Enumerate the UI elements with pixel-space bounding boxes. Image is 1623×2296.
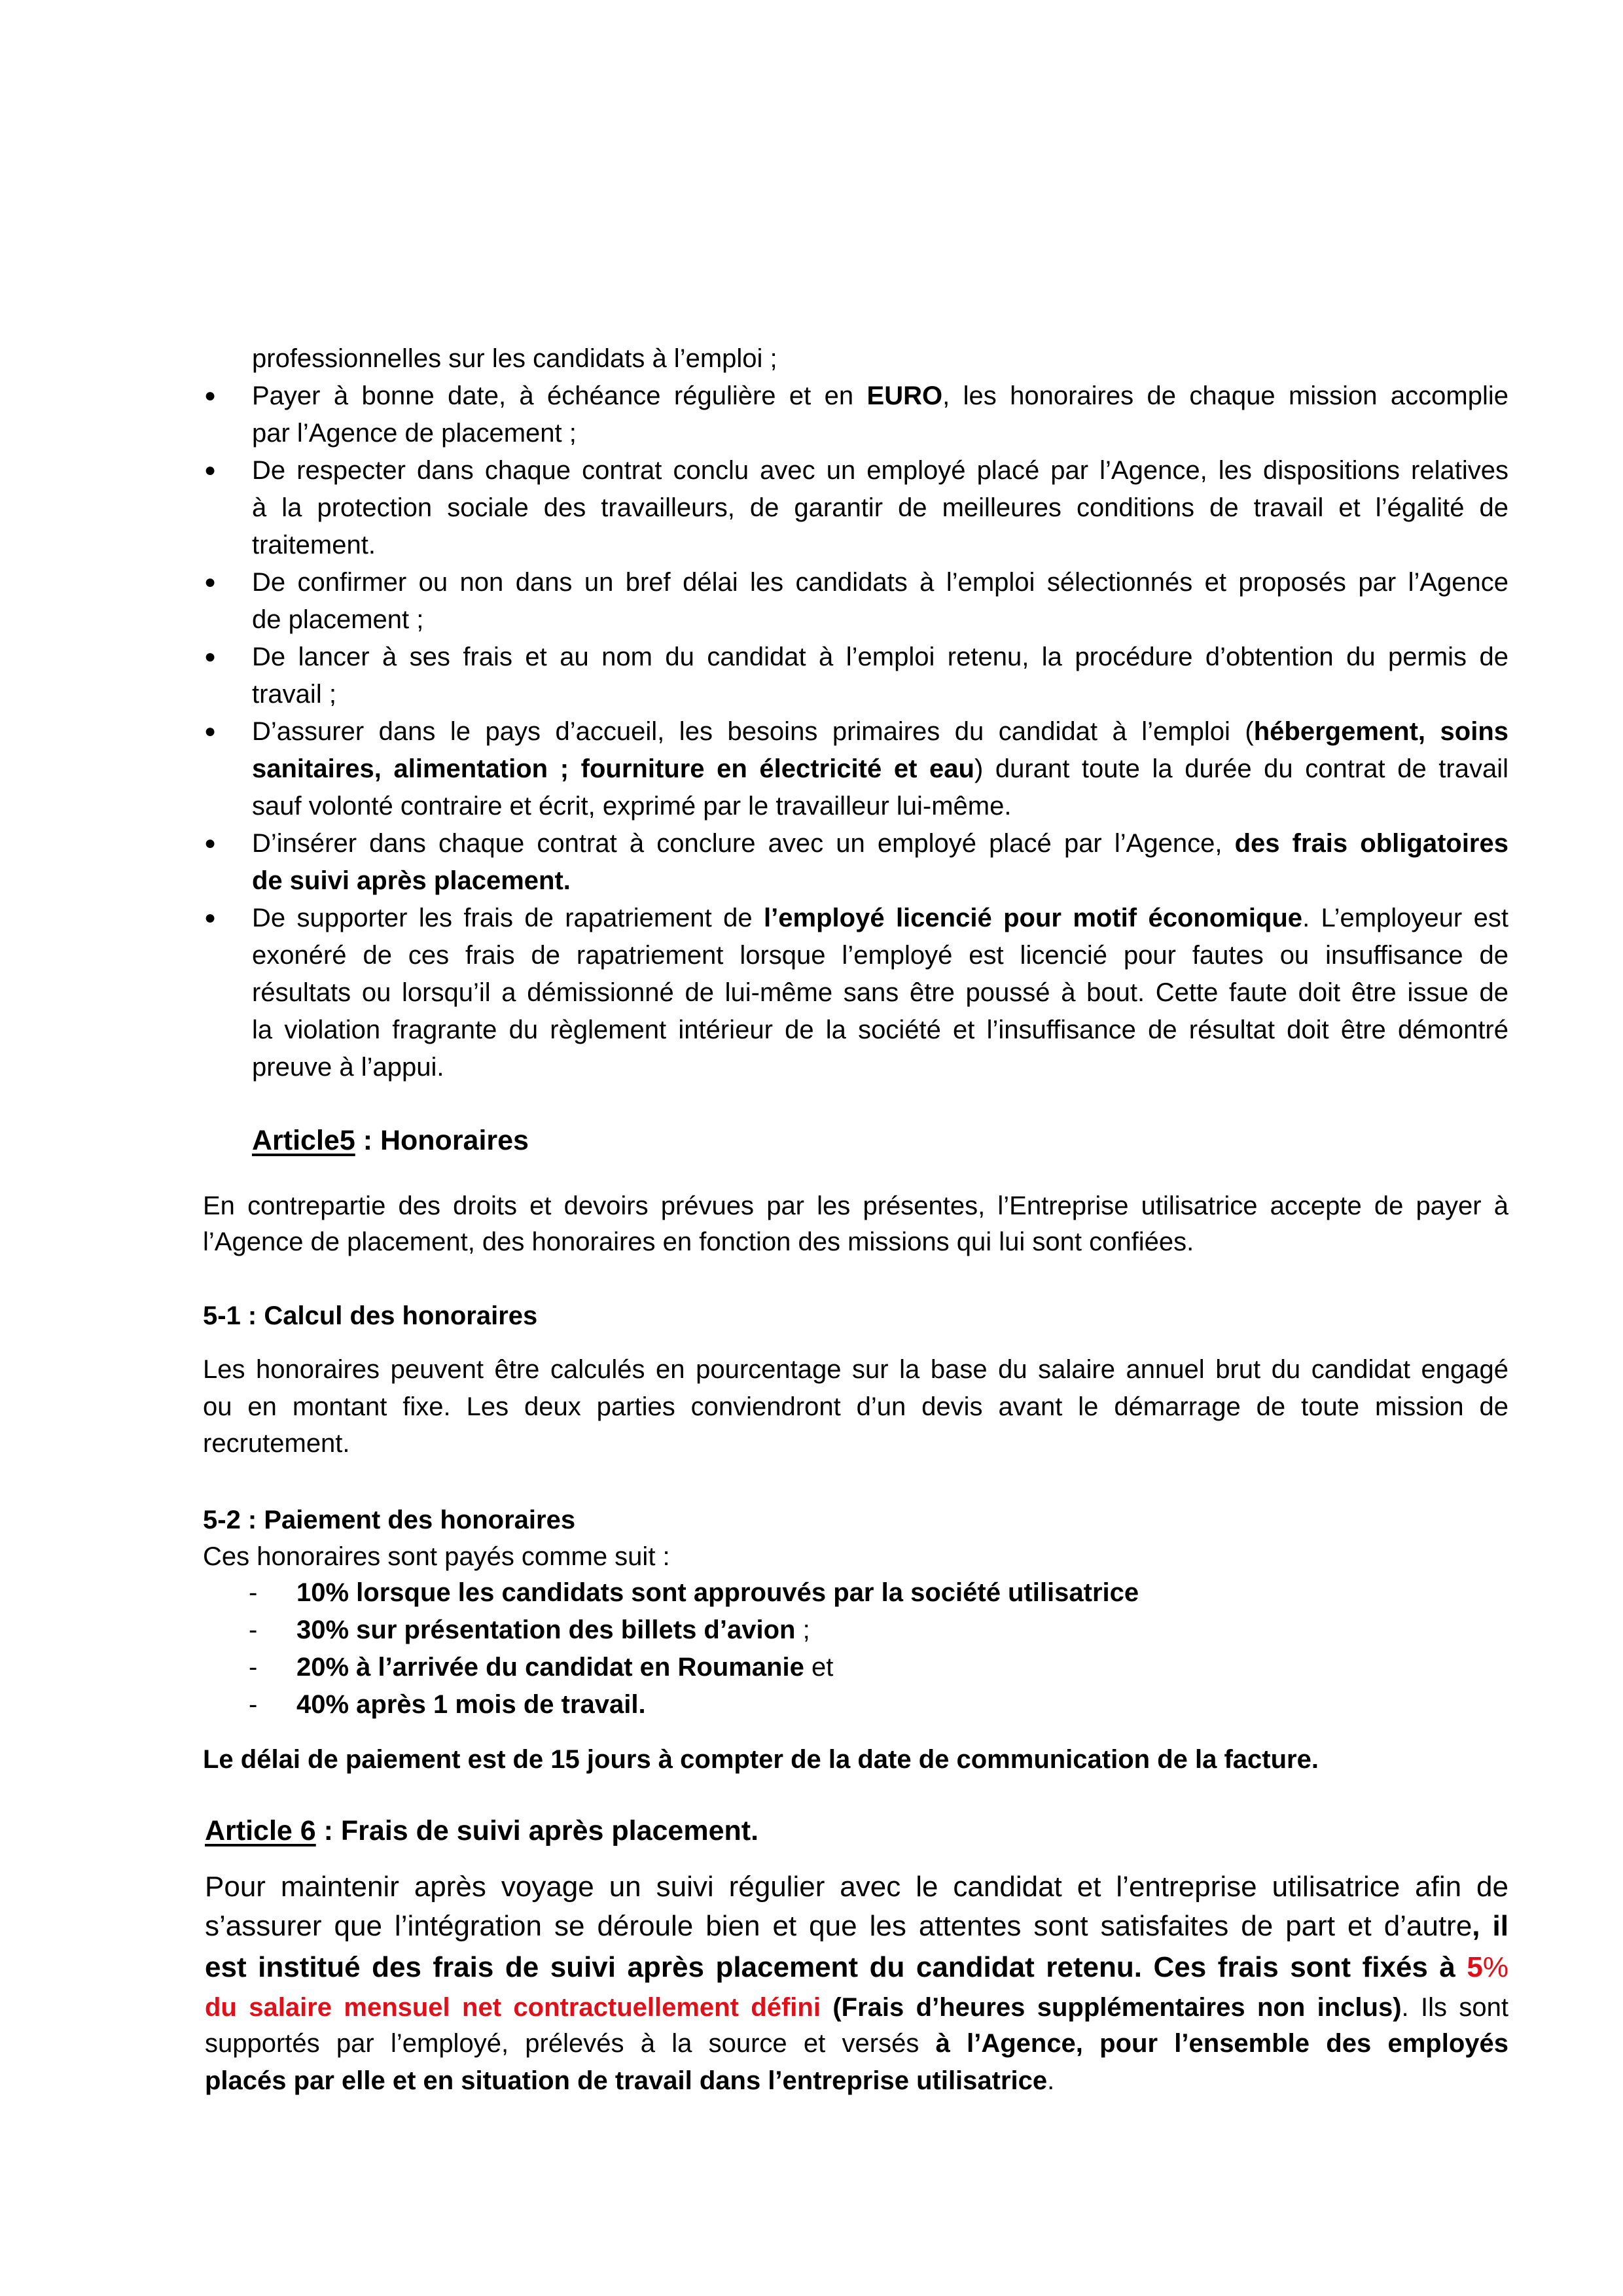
article-6-text-line6: placés par elle et en situation de travail dans l’entreprise utilisatrice. bbox=[205, 2066, 1055, 2095]
list-item-primary-needs: D’assurer dans le pays d’accueil, les besoins primaires du candidat à l’emploi (hébergement, soins bbox=[252, 717, 1508, 746]
list-item-confirm-candidates-cont: de placement ; bbox=[252, 605, 424, 634]
article-5-intro-cont: l’Agence de placement, des honoraires en fonction des missions qui lui sont confiées. bbox=[203, 1227, 1194, 1256]
list-item-payment: Payer à bonne date, à échéance régulière et en EURO, les honoraires de chaque mission accomplie bbox=[252, 381, 1508, 410]
list-item-social-protection-cont: à la protection sociale des travailleurs, de garantir de meilleures conditions de travail et l’égalité de bbox=[252, 493, 1508, 522]
article-6-text-line4: du salaire mensuel net contractuellement défini (Frais d’heures supplémentaires non inclus). Ils sont bbox=[205, 1993, 1508, 2022]
list-item-follow-up-fees-cont: de suivi après placement. bbox=[252, 866, 571, 895]
fee-percentage: 5% bbox=[1467, 1951, 1508, 1983]
list-item-social-protection: De respecter dans chaque contrat conclu avec un employé placé par l’Agence, les dispositions relatives bbox=[252, 456, 1508, 485]
list-item-payment-cont: par l’Agence de placement ; bbox=[252, 419, 577, 448]
payment-step-1: 10% lorsque les candidats sont approuvés par la société utilisatrice bbox=[296, 1578, 1139, 1607]
list-item-confirm-candidates: De confirmer ou non dans un bref délai les candidats à l’emploi sélectionnés et proposés par l’Agence bbox=[252, 568, 1508, 597]
list-item-repatriation-line4: la violation fragrante du règlement intérieur de la société et l’insuffisance de résultat doit être démontré bbox=[252, 1016, 1508, 1044]
bullet-icon: ● bbox=[204, 720, 217, 742]
dash-bullet-icon: - bbox=[249, 1653, 258, 1682]
dash-bullet-icon: - bbox=[249, 1578, 258, 1607]
section-5-1-text: Les honoraires peuvent être calculés en pourcentage sur la base du salaire annuel brut du candidat engagé bbox=[203, 1355, 1508, 1384]
article-6-text-line5: supportés par l’employé, prélevés à la source et versés à l’Agence, pour l’ensemble des employés bbox=[205, 2029, 1508, 2058]
currency-euro: EURO bbox=[866, 381, 943, 410]
list-item-work-permit-cont: travail ; bbox=[252, 680, 336, 709]
article-6-heading: Article 6 : Frais de suivi après placement. bbox=[205, 1815, 759, 1846]
article-6-text-line3: est institué des frais de suivi après placement du candidat retenu. Ces frais sont fixés à 5% bbox=[205, 1951, 1508, 1983]
bullet-icon: ● bbox=[204, 571, 217, 593]
list-item-repatriation-line2: exonéré de ces frais de rapatriement lorsque l’employé est licencié pour fautes ou insuffisance de bbox=[252, 941, 1508, 970]
article-5-heading: Article5 : Honoraires bbox=[252, 1125, 529, 1156]
payment-step-2: 30% sur présentation des billets d’avion ; bbox=[296, 1616, 810, 1644]
payment-step-4: 40% après 1 mois de travail. bbox=[296, 1690, 646, 1719]
list-item-primary-needs-end: sauf volonté contraire et écrit, exprimé par le travailleur lui-même. bbox=[252, 792, 1012, 821]
article-6-text-line2: s’assurer que l’intégration se déroule bien et que les attentes sont satisfaites de part et d’autre, il bbox=[205, 1910, 1508, 1942]
bullet-icon: ● bbox=[204, 385, 217, 406]
list-item-repatriation-end: preuve à l’appui. bbox=[252, 1053, 444, 1082]
article-6-text-line1: Pour maintenir après voyage un suivi régulier avec le candidat et l’entreprise utilisatrice afin de bbox=[205, 1871, 1508, 1903]
list-item-follow-up-fees: D’insérer dans chaque contrat à conclure avec un employé placé par l’Agence, des frais obligatoires bbox=[252, 829, 1508, 858]
list-item-social-protection-end: traitement. bbox=[252, 531, 376, 559]
list-item-work-permit: De lancer à ses frais et au nom du candidat à l’emploi retenu, la procédure d’obtention du permis de bbox=[252, 643, 1508, 671]
dash-bullet-icon: - bbox=[249, 1690, 258, 1719]
section-5-1-heading: 5-1 : Calcul des honoraires bbox=[203, 1301, 538, 1330]
bullet-icon: ● bbox=[204, 646, 217, 667]
bullet-icon: ● bbox=[204, 832, 217, 854]
list-item-repatriation-line3: résultats ou lorsqu’il a démissionné de lui-même sans être poussé à bout. Cette faute doit être issue de bbox=[252, 978, 1508, 1007]
bullet-icon: ● bbox=[204, 459, 217, 481]
section-5-2-heading: 5-2 : Paiement des honoraires bbox=[203, 1506, 576, 1534]
list-item-repatriation: De supporter les frais de rapatriement de l’employé licencié pour motif économique. L’employeur est bbox=[252, 904, 1508, 932]
list-item-primary-needs-cont: sanitaires, alimentation ; fourniture en électricité et eau) durant toute la durée du contrat de travail bbox=[252, 754, 1509, 783]
section-5-1-text-cont: ou en montant fixe. Les deux parties conviendront d’un devis avant le démarrage de toute mission de bbox=[203, 1392, 1508, 1421]
payment-step-3: 20% à l’arrivée du candidat en Roumanie et bbox=[296, 1653, 834, 1682]
section-5-1-text-end: recrutement. bbox=[203, 1429, 350, 1458]
article-5-intro: En contrepartie des droits et devoirs prévues par les présentes, l’Entreprise utilisatrice accepte de payer à bbox=[203, 1192, 1508, 1220]
fee-basis: du salaire mensuel net contractuellement défini bbox=[205, 1993, 821, 2022]
payment-delay-note: Le délai de paiement est de 15 jours à compter de la date de communication de la facture. bbox=[203, 1745, 1319, 1774]
list-continuation-line: professionnelles sur les candidats à l’emploi ; bbox=[252, 344, 777, 373]
section-5-2-intro: Ces honoraires sont payés comme suit : bbox=[203, 1542, 670, 1571]
dash-bullet-icon: - bbox=[249, 1616, 258, 1644]
bullet-icon: ● bbox=[204, 907, 217, 928]
